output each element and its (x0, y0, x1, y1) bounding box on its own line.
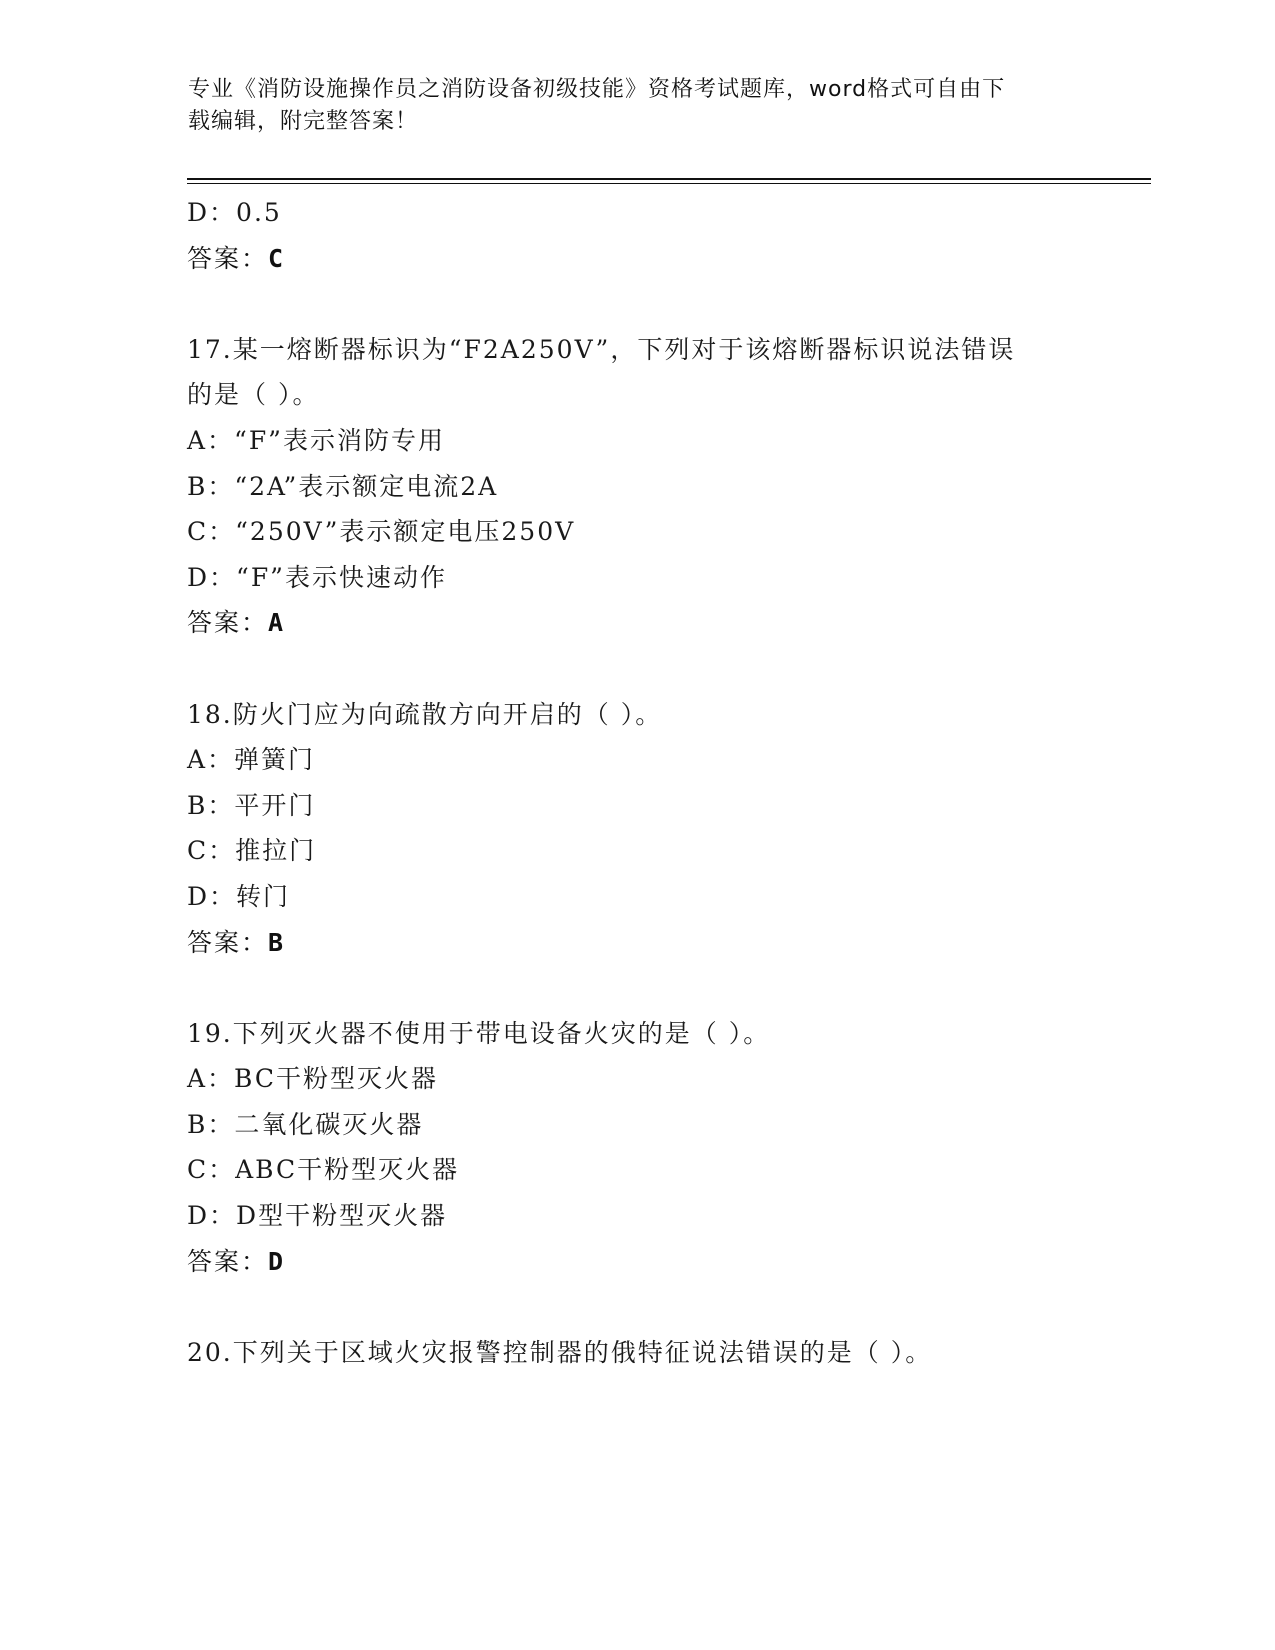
spacer (187, 965, 1087, 1011)
option-c: C：ABC干粉型灭火器 (187, 1155, 460, 1185)
answer-value: A (268, 608, 286, 638)
answer-line (187, 236, 1087, 282)
option-d: D：“F”表示快速动作 (187, 562, 447, 592)
header-line-1: 专业《消防设施操作员之消防设备初级技能》资格考试题库，word格式可自由下 (188, 77, 1006, 102)
question-stem-line-1: 18.防火门应为向疏散方向开启的（ ）。 (187, 699, 663, 729)
spacer (187, 281, 1087, 327)
option-d: D：D型干粉型灭火器 (187, 1201, 448, 1231)
page-header (188, 74, 1068, 138)
option-d: D：0.5 (187, 198, 282, 227)
question-18 (187, 692, 1087, 966)
question-stem-line-1: 19.下列灭火器不使用于带电设备火灾的是（ ）。 (187, 1018, 771, 1048)
spacer (187, 646, 1087, 692)
question-16-continuation (187, 190, 1087, 281)
question-content (187, 190, 1087, 1375)
option-a: A：BC干粉型灭火器 (187, 1064, 439, 1094)
option-a: A：“F”表示消防专用 (187, 425, 445, 455)
answer-label: 答案： (187, 1246, 269, 1276)
question-stem-line-1: 17.某一熔断器标识为“F2A250V”，下列对于该熔断器标识说法错误 (187, 334, 1016, 364)
answer-value: C (268, 243, 286, 273)
option-d: D：转门 (187, 881, 291, 911)
option-b: B：平开门 (187, 790, 316, 820)
question-17 (187, 327, 1087, 646)
option-b: B：二氧化碳灭火器 (187, 1109, 424, 1139)
option-c: C：推拉门 (187, 836, 317, 866)
question-stem-line-1: 20.下列关于区域火灾报警控制器的俄特征说法错误的是（ ）。 (187, 1337, 933, 1367)
answer-label: 答案： (187, 608, 269, 638)
answer-line (187, 920, 1087, 966)
option-a: A：弹簧门 (187, 745, 316, 775)
question-20 (187, 1330, 1087, 1376)
answer-line (187, 600, 1087, 646)
option-b: B：“2A”表示额定电流2A (187, 471, 499, 501)
answer-label: 答案： (187, 927, 269, 957)
answer-value: B (268, 927, 286, 957)
answer-line (187, 1239, 1087, 1285)
option-c: C：“250V”表示额定电压250V (187, 517, 576, 547)
header-divider-thick (187, 178, 1151, 180)
question-stem-line-2: 的是（ ）。 (187, 380, 320, 410)
answer-value: D (268, 1246, 286, 1276)
header-line-2: 载编辑，附完整答案！ (188, 109, 419, 134)
question-19 (187, 1011, 1087, 1285)
header-divider-thin (187, 183, 1151, 184)
spacer (187, 1284, 1087, 1330)
answer-label: 答案： (187, 243, 269, 273)
